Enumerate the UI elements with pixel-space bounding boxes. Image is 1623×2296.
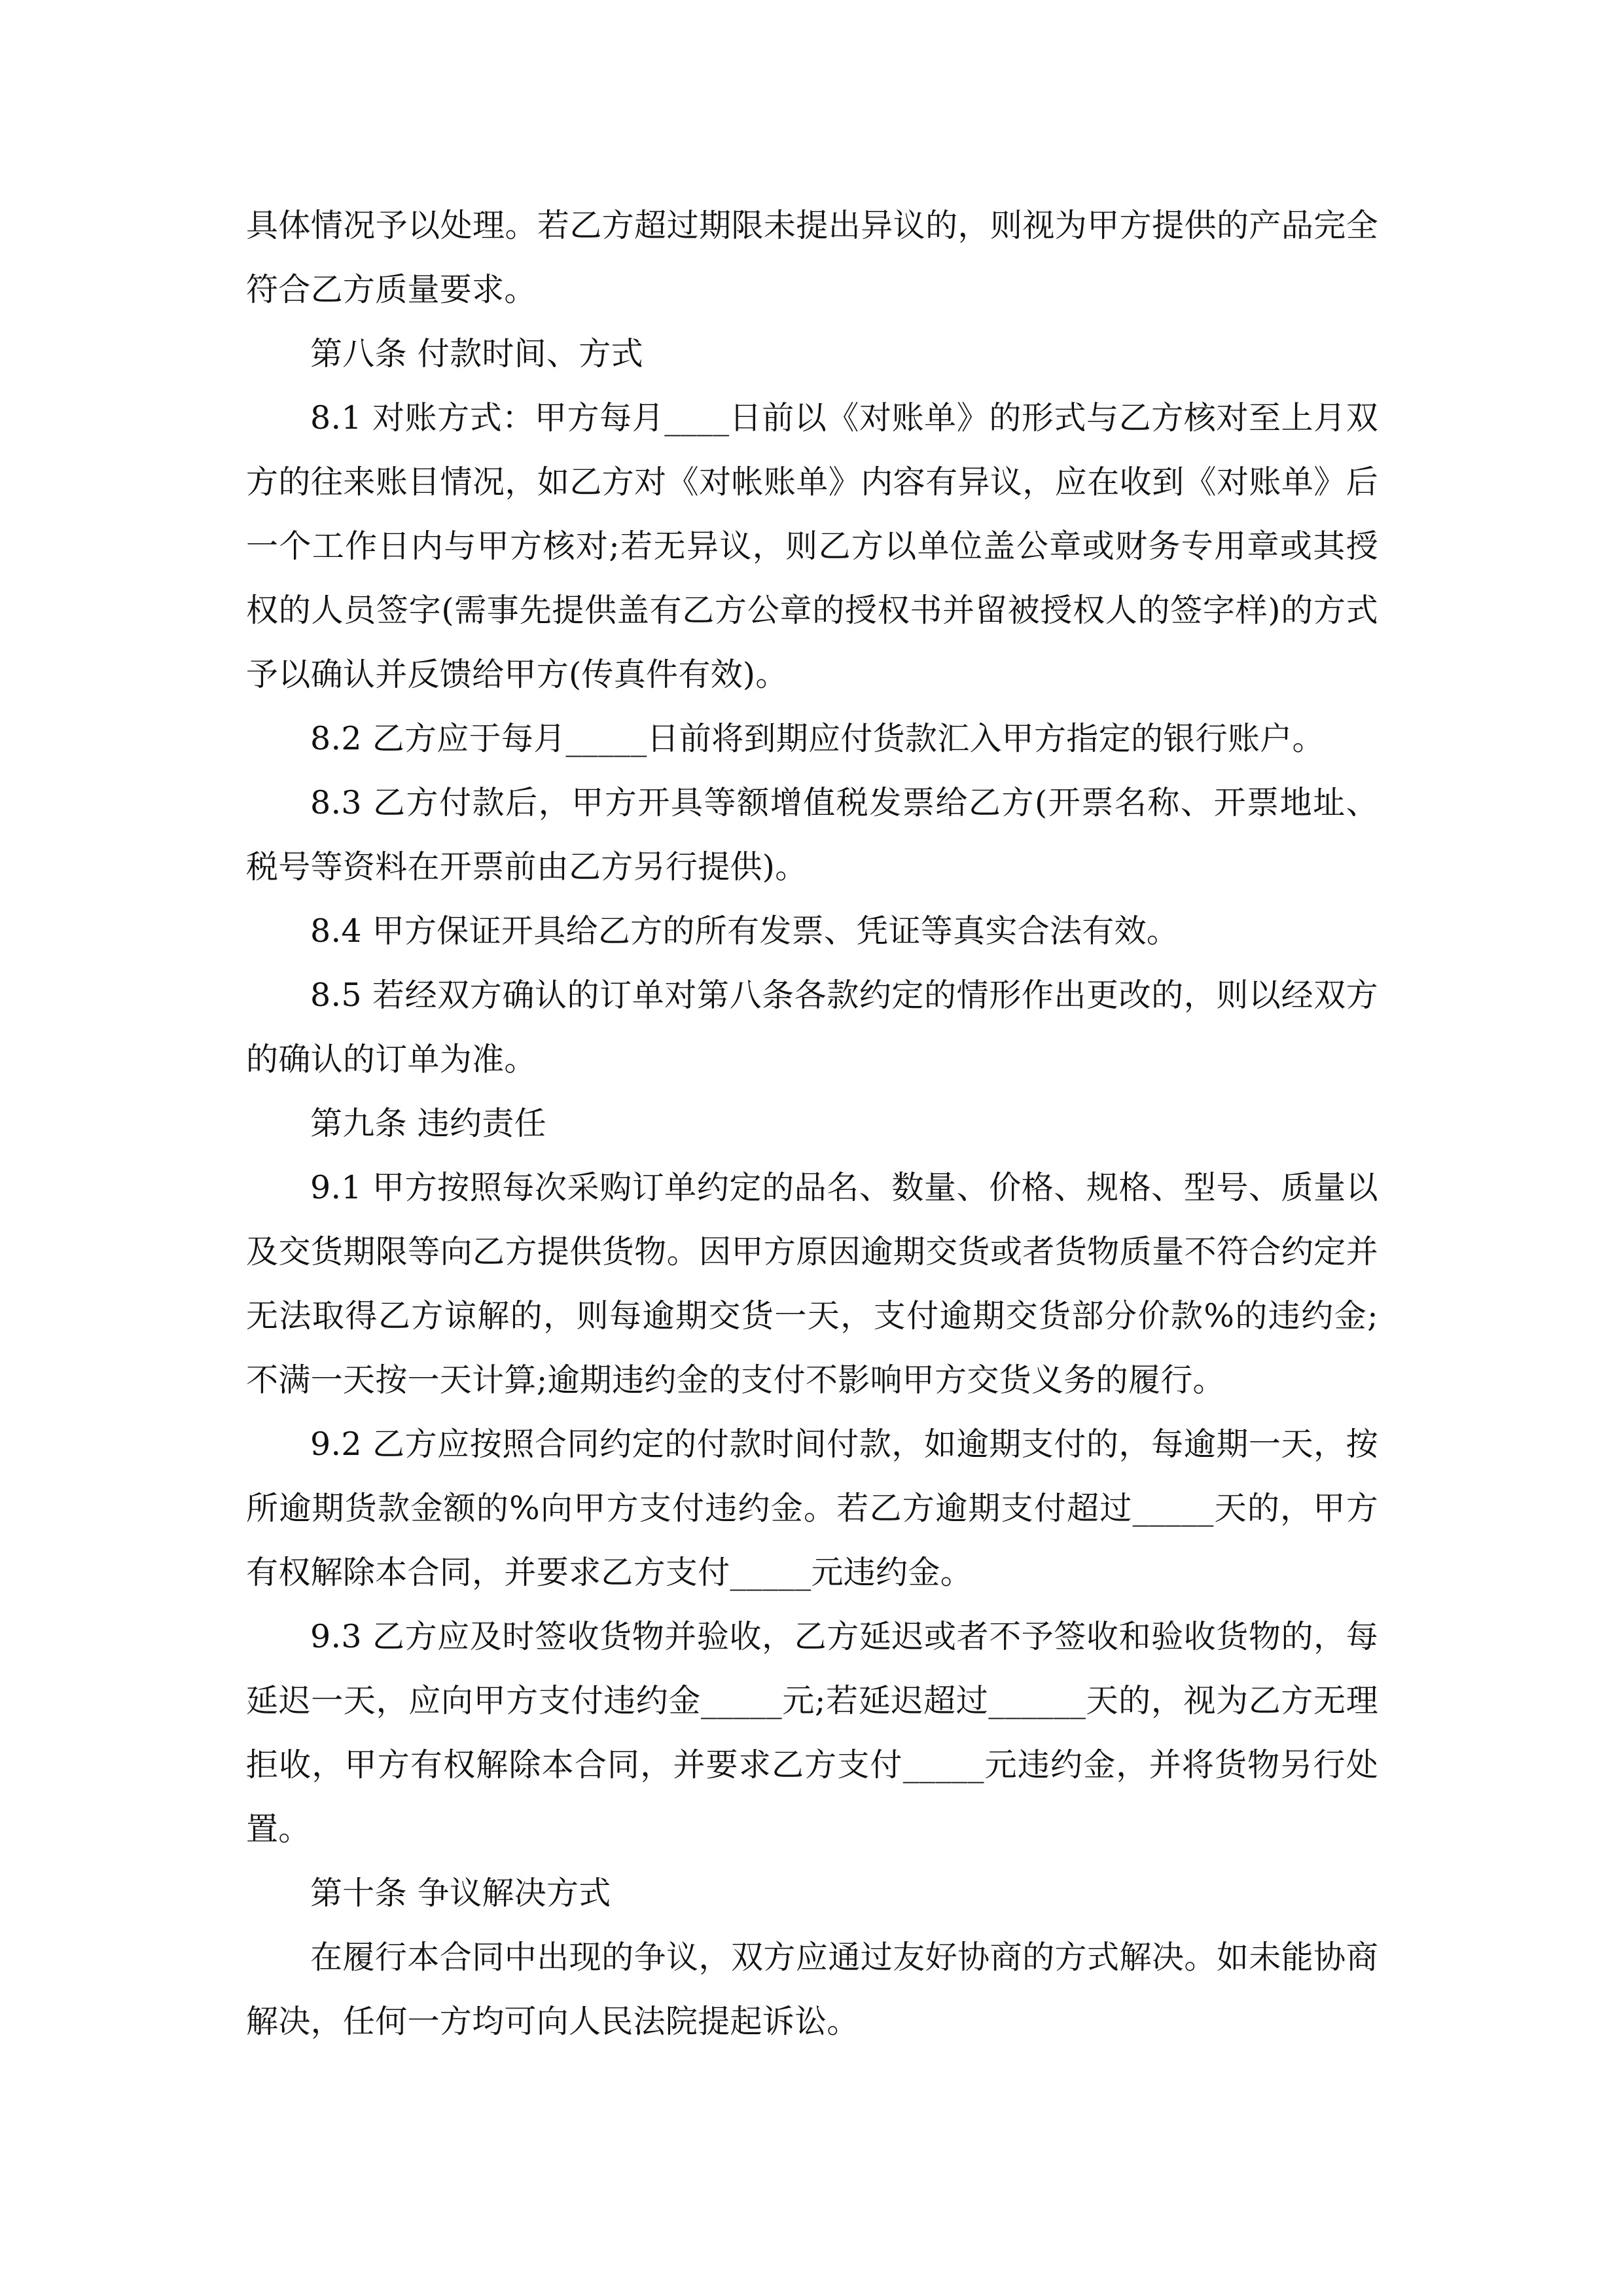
heading-article-8: 第八条 付款时间、方式 xyxy=(310,335,643,372)
clause-8-1: 8.1 对账方式：甲方每月____日前以《对账单》的形式与乙方核对至上月双方的往来账目情况，如乙方对《对帐账单》内容有异议，应在收到《对账单》后一个工作日内与甲方核对;若无异议，则乙方以单位盖公章或财务专用章或其授权的人员签字(需事先提供盖有乙方公章的授权书并留被授权人的签字样)的方式予以确认并反馈给甲方(传真件有效)。 xyxy=(246,399,1378,693)
clause-8-2: 8.2 乙方应于每月_____日前将到期应付货款汇入甲方指定的银行账户。 xyxy=(310,720,1325,757)
clause-10: 在履行本合同中出现的争议，双方应通过友好协商的方式解决。如未能协商解决，任何一方均可向人民法院提起诉讼。 xyxy=(246,1939,1378,2040)
clause-9-3: 9.3 乙方应及时签收货物并验收，乙方延迟或者不予签收和验收货物的，每延迟一天，应向甲方支付违约金_____元;若延迟超过______天的，视为乙方无理拒收，甲方有权解除本合同，并要求乙方支付_____元违约金，并将货物另行处置。 xyxy=(246,1618,1378,1848)
paragraph-continuation: 具体情况予以处理。若乙方超过期限未提出异议的，则视为甲方提供的产品完全符合乙方质量要求。 xyxy=(246,207,1378,308)
heading-article-9: 第九条 违约责任 xyxy=(310,1105,546,1142)
clause-9-2: 9.2 乙方应按照合同约定的付款时间付款，如逾期支付的，每逾期一天，按所逾期货款金额的%向甲方支付违约金。若乙方逾期支付超过_____天的，甲方有权解除本合同，并要求乙方支付_____元违约金。 xyxy=(246,1426,1378,1591)
clause-9-1: 9.1 甲方按照每次采购订单约定的品名、数量、价格、规格、型号、质量以及交货期限等向乙方提供货物。因甲方原因逾期交货或者货物质量不符合约定并无法取得乙方谅解的，则每逾期交货一天，支付逾期交货部分价款%的违约金;不满一天按一天计算;逾期违约金的支付不影响甲方交货义务的履行。 xyxy=(246,1169,1378,1399)
contract-page xyxy=(246,194,1378,2054)
clause-8-4: 8.4 甲方保证开具给乙方的所有发票、凭证等真实合法有效。 xyxy=(310,912,1179,950)
heading-article-10: 第十条 争议解决方式 xyxy=(310,1874,611,1912)
clause-8-3: 8.3 乙方付款后，甲方开具等额增值税发票给乙方(开票名称、开票地址、税号等资料在开票前由乙方另行提供)。 xyxy=(246,784,1378,886)
clause-8-5: 8.5 若经双方确认的订单对第八条各款约定的情形作出更改的，则以经双方的确认的订单为准。 xyxy=(246,977,1378,1078)
